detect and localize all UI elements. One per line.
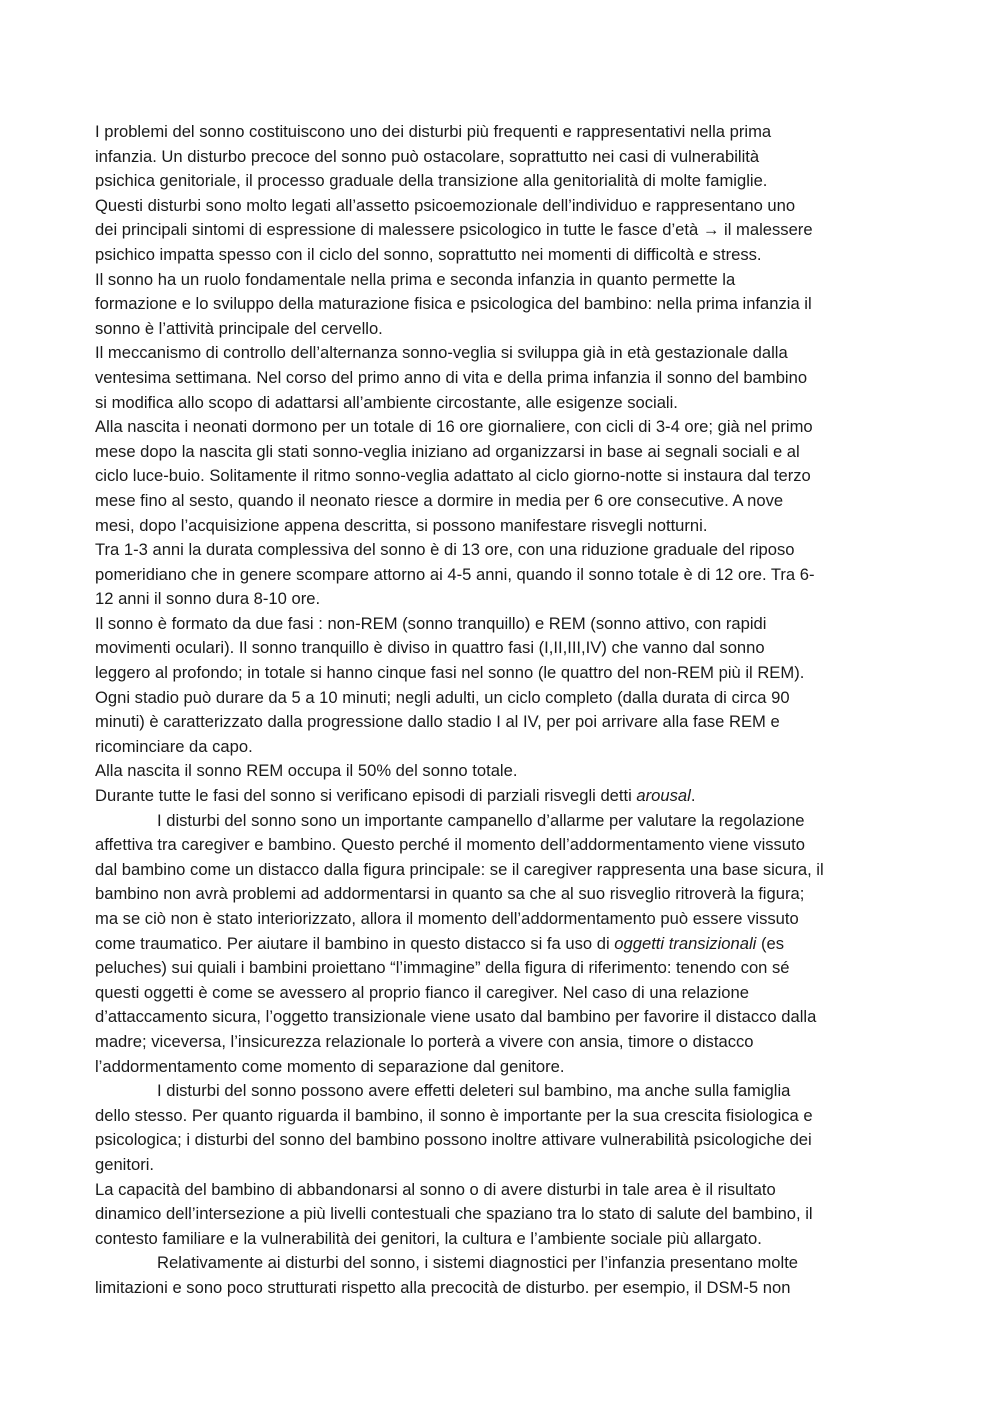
text-line	[95, 907, 908, 932]
text-line	[95, 145, 908, 170]
line-text: Alla nascita i neonati dormono per un totale di 16 ore giornaliere, con cicli di 3-4 ore; già nel primo	[95, 417, 813, 437]
text-line	[95, 169, 908, 194]
text-line	[95, 218, 908, 243]
line-text: psichico impatta spesso con il ciclo del sonno, soprattutto nei momenti di difficoltà e stress.	[95, 244, 762, 264]
line-text: dei principali sintomi di espressione di malessere psicologico in tutte le fasce d’età → il malessere	[95, 220, 813, 240]
body-text	[95, 120, 908, 1301]
text-line	[95, 956, 908, 981]
line-text: Alla nascita il sonno REM occupa il 50% del sonno totale.	[95, 761, 518, 781]
text-line	[95, 882, 908, 907]
text-line	[95, 1202, 908, 1227]
text-line	[95, 317, 908, 342]
line-text: Questi disturbi sono molto legati all’assetto psicoemozionale dell’individuo e rappresentano uno	[95, 195, 796, 215]
line-text: Il sonno è formato da due fasi : non-REM (sonno tranquillo) e REM (sonno attivo, con rapidi	[95, 613, 767, 633]
text-line	[95, 1104, 908, 1129]
line-text: limitazioni e sono poco strutturati rispetto alla precocità de disturbo. per esempio, il DSM-5 non	[95, 1277, 791, 1297]
line-text: leggero al profondo; in totale si hanno cinque fasi nel sonno (le quattro del non-REM più il REM).	[95, 663, 805, 683]
text-line	[95, 587, 908, 612]
line-text: sonno è l’attività principale del cervello.	[95, 318, 383, 338]
text-line	[95, 1055, 908, 1080]
text-line	[95, 1128, 908, 1153]
line-text: psicologica; i disturbi del sonno del bambino possono inoltre attivare vulnerabilità psicologiche dei	[95, 1130, 812, 1150]
line-text: infanzia. Un disturbo precoce del sonno può ostacolare, soprattutto nei casi di vulnerabilità	[95, 146, 760, 166]
text-line	[95, 489, 908, 514]
text-line	[95, 759, 908, 784]
line-text: dinamico dell’intersezione a più livelli contestuali che spaziano tra lo stato di salute del bambino, il	[95, 1204, 813, 1224]
text-line	[95, 932, 908, 957]
line-text: pomeridiano che in genere scompare attorno ai 4-5 anni, quando il sonno totale è di 12 ore. Tra 6-	[95, 564, 815, 584]
text-line	[95, 464, 908, 489]
line-text: ventesima settimana. Nel corso del primo anno di vita e della prima infanzia il sonno del bambino	[95, 367, 808, 387]
line-text: bambino non avrà problemi ad addormentarsi in quanto sa che al suo risveglio ritroverà la figura;	[95, 884, 805, 904]
text-line	[95, 661, 908, 686]
line-text: l’addormentamento come momento di separazione dal genitore.	[95, 1056, 565, 1076]
line-text: 12 anni il sonno dura 8-10 ore.	[95, 589, 321, 609]
text-line	[95, 194, 908, 219]
line-text: madre; viceversa, l’insicurezza relazionale lo porterà a vivere con ansia, timore o distacco	[95, 1031, 754, 1051]
text-line	[95, 1030, 908, 1055]
text-line	[95, 1251, 908, 1276]
line-text: come traumatico. Per aiutare il bambino in questo distacco si fa uso di	[95, 933, 615, 953]
line-text: Durante tutte le fasi del sonno si verificano episodi di parziali risvegli detti	[95, 786, 637, 806]
text-line	[95, 1079, 908, 1104]
line-text: Il sonno ha un ruolo fondamentale nella prima e seconda infanzia in quanto permette la	[95, 269, 736, 289]
line-text: mese dopo la nascita gli stati sonno-veglia iniziano ad organizzarsi in base ai segnali sociali e al	[95, 441, 800, 461]
text-line	[95, 735, 908, 760]
text-line	[95, 981, 908, 1006]
italic-term: oggetti transizionali	[614, 933, 757, 953]
line-text: ricominciare da capo.	[95, 736, 253, 756]
text-line	[95, 784, 908, 809]
text-line	[95, 1227, 908, 1252]
line-text: si modifica allo scopo di adattarsi all’ambiente circostante, alle esigenze sociali.	[95, 392, 678, 412]
text-line	[95, 268, 908, 293]
text-line	[95, 292, 908, 317]
text-line	[95, 514, 908, 539]
text-line	[95, 686, 908, 711]
text-line	[95, 440, 908, 465]
text-line	[95, 538, 908, 563]
line-text: movimenti oculari). Il sonno tranquillo è diviso in quattro fasi (I,II,III,IV) che vanno dal sonno	[95, 638, 765, 658]
text-line	[95, 710, 908, 735]
line-text: Relativamente ai disturbi del sonno, i sistemi diagnostici per l’infanzia presentano molte	[157, 1253, 799, 1273]
text-line	[95, 120, 908, 145]
line-text: d’attaccamento sicura, l’oggetto transizionale viene usato dal bambino per favorire il distacco dalla	[95, 1007, 817, 1027]
text-line	[95, 833, 908, 858]
text-line	[95, 415, 908, 440]
text-line	[95, 341, 908, 366]
line-text: psichica genitoriale, il processo graduale della transizione alla genitorialità di molte famiglie.	[95, 171, 768, 191]
text-line	[95, 1005, 908, 1030]
line-text: dal bambino come un distacco dalla figura principale: se il caregiver rappresenta una base sicura, il	[95, 859, 824, 879]
line-text: mesi, dopo l’acquisizione appena descritta, si possono manifestare risvegli notturni.	[95, 515, 708, 535]
line-text: contesto familiare e la vulnerabilità dei genitori, la cultura e l’ambiente sociale più allargato.	[95, 1228, 762, 1248]
text-line	[95, 636, 908, 661]
line-text: genitori.	[95, 1154, 155, 1174]
line-text: Ogni stadio può durare da 5 a 10 minuti; negli adulti, un ciclo completo (dalla durata di circa 90	[95, 687, 790, 707]
text-line	[95, 366, 908, 391]
text-line	[95, 243, 908, 268]
text-line	[95, 563, 908, 588]
line-text: peluches) sui quiali i bambini proiettano “l’immagine” della figura di riferimento: tenendo con sé	[95, 958, 790, 978]
line-text: affettiva tra caregiver e bambino. Questo perché il momento dell’addormentamento viene vissuto	[95, 835, 805, 855]
line-text: I disturbi del sonno possono avere effetti deleteri sul bambino, ma anche sulla famiglia	[157, 1081, 791, 1101]
text-line	[95, 858, 908, 883]
line-text: ciclo luce-buio. Solitamente il ritmo sonno-veglia adattato al ciclo giorno-notte si instaura dal terzo	[95, 466, 811, 486]
line-text-tail: (es	[756, 933, 785, 953]
line-text-tail: .	[690, 786, 696, 806]
text-line	[95, 809, 908, 834]
line-text: minuti) è caratterizzato dalla progressione dallo stadio I al IV, per poi arrivare alla fase REM e	[95, 712, 780, 732]
line-text: La capacità del bambino di abbandonarsi al sonno o di avere disturbi in tale area è il risultato	[95, 1179, 776, 1199]
line-text: ma se ciò non è stato interiorizzato, allora il momento dell’addormentamento può essere vissuto	[95, 909, 799, 928]
text-line	[95, 1153, 908, 1178]
line-text: Il meccanismo di controllo dell’alternanza sonno-veglia si sviluppa già in età gestazionale dalla	[95, 343, 788, 363]
line-text: I problemi del sonno costituiscono uno dei disturbi più frequenti e rappresentativi nella prima	[95, 122, 772, 141]
text-line	[95, 1178, 908, 1203]
text-line	[95, 1276, 908, 1301]
line-text: Tra 1-3 anni la durata complessiva del sonno è di 13 ore, con una riduzione graduale del riposo	[95, 540, 795, 560]
text-line	[95, 612, 908, 637]
italic-term: arousal	[636, 786, 691, 806]
line-text: mese fino al sesto, quando il neonato riesce a dormire in media per 6 ore consecutive. A nove	[95, 490, 784, 510]
line-text: dello stesso. Per quanto riguarda il bambino, il sonno è importante per la sua crescita fisiologica e	[95, 1105, 813, 1125]
text-line	[95, 391, 908, 416]
line-text: questi oggetti è come se avessero al proprio fianco il caregiver. Nel caso di una relazione	[95, 982, 749, 1002]
line-text: I disturbi del sonno sono un importante campanello d’allarme per valutare la regolazione	[157, 810, 805, 830]
line-text: formazione e lo sviluppo della maturazione fisica e psicologica del bambino: nella prima infanzia il	[95, 294, 812, 314]
